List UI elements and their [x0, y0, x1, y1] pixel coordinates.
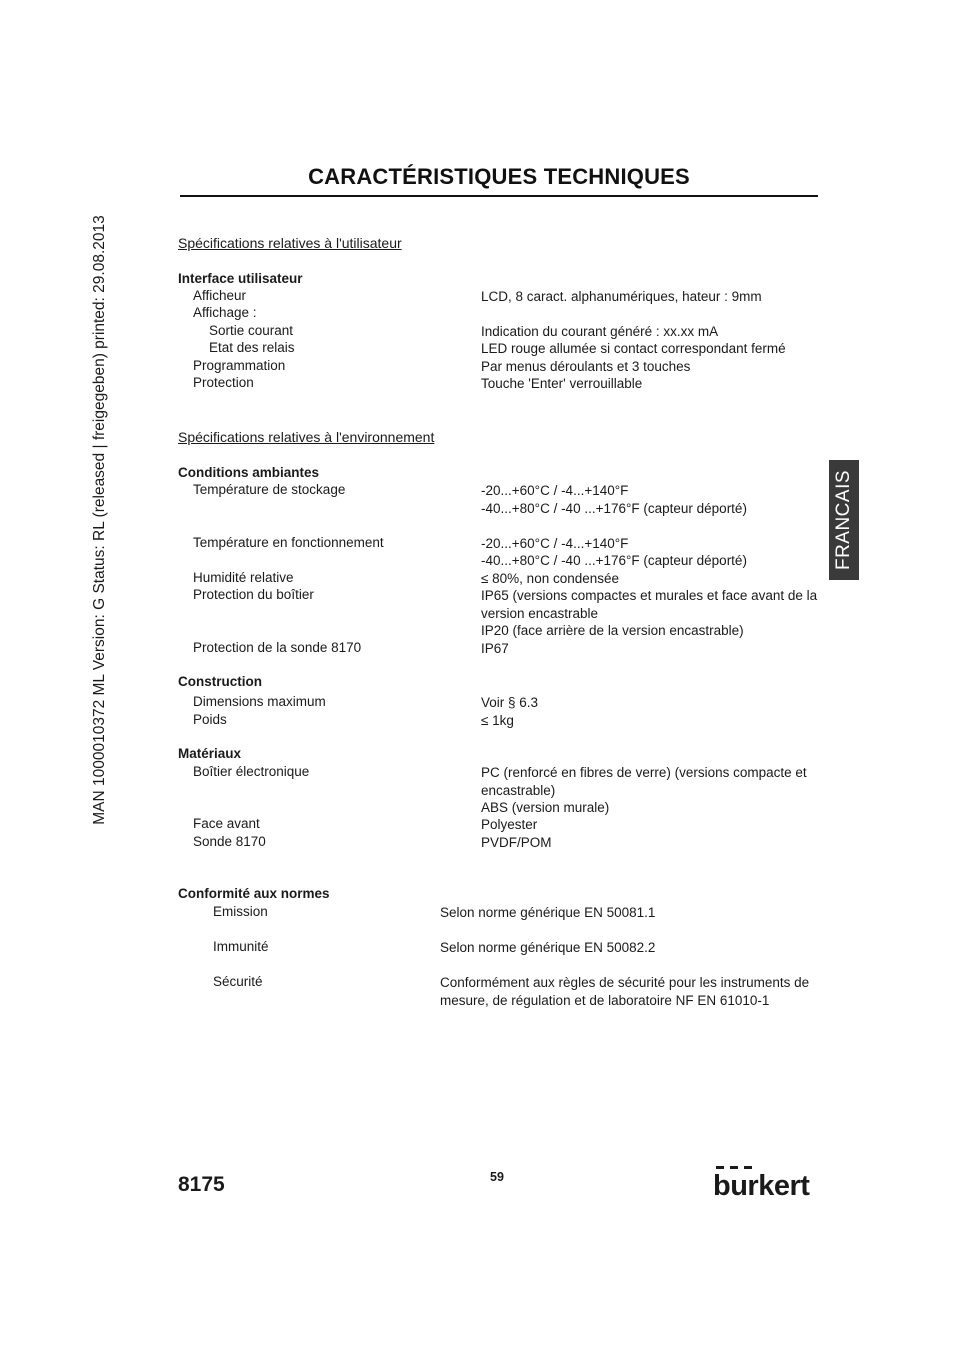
title-divider	[180, 195, 818, 197]
logo-dot-icon	[744, 1166, 752, 1169]
section-heading-user: Spécifications relatives à l'utilisateur	[178, 235, 402, 251]
spec-label-securite: Sécurité	[213, 974, 263, 989]
spec-label-relais: Etat des relais	[209, 340, 295, 355]
spec-label-emission: Emission	[213, 904, 268, 919]
spec-value-boitier-electronique-2: ABS (version murale)	[481, 800, 610, 815]
spec-label-fonctionnement: Température en fonctionnement	[193, 535, 384, 550]
spec-value-boitier-electronique-1: PC (renforcé en fibres de verre) (versions compacte et encastrable)	[481, 765, 807, 798]
logo-dot-icon	[716, 1166, 724, 1169]
language-tab	[829, 460, 859, 580]
spec-label-stockage: Température de stockage	[193, 482, 346, 497]
spec-value-programmation: Par menus déroulants et 3 touches	[481, 359, 691, 374]
spec-label-poids: Poids	[193, 712, 227, 727]
spec-label-protection-sonde: Protection de la sonde 8170	[193, 640, 362, 655]
spec-label-immunite: Immunité	[213, 939, 269, 954]
group-heading-materiaux: Matériaux	[178, 746, 242, 761]
spec-value-emission: Selon norme générique EN 50081.1	[440, 905, 656, 920]
spec-label-face-avant: Face avant	[193, 816, 260, 831]
spec-value-poids: ≤ 1kg	[481, 713, 514, 728]
spec-label-afficheur: Afficheur	[193, 288, 247, 303]
page-number: 59	[490, 1170, 504, 1184]
group-heading-interface: Interface utilisateur	[178, 271, 303, 286]
group-heading-construction: Construction	[178, 674, 262, 689]
burkert-logo	[713, 1166, 819, 1202]
spec-value-dimensions: Voir § 6.3	[481, 695, 539, 710]
spec-value-sonde: PVDF/POM	[481, 835, 552, 850]
section-heading-environment: Spécifications relatives à l'environnement	[178, 429, 435, 445]
spec-label-affichage: Affichage :	[193, 305, 257, 320]
spec-label-programmation: Programmation	[193, 358, 286, 373]
spec-value-relais: LED rouge allumée si contact correspondant fermé	[481, 341, 786, 356]
group-heading-normes: Conformité aux normes	[178, 886, 330, 901]
spec-value-stockage-2: -40...+80°C / -40 ...+176°F (capteur déporté)	[481, 501, 747, 516]
document-status-text: MAN 1000010372 ML Version: G Status: RL (released | freigegeben) printed: 29.08.2013	[91, 215, 108, 825]
spec-value-protection: Touche 'Enter' verrouillable	[481, 376, 643, 391]
spec-value-protection-boitier-1: IP65 (versions compactes et murales et face avant de la version encastrable	[481, 588, 818, 621]
spec-label-sortie: Sortie courant	[209, 323, 294, 338]
spec-value-humidite: ≤ 80%, non condensée	[481, 571, 620, 586]
logo-dot-icon	[730, 1166, 738, 1169]
page-title: CARACTÉRISTIQUES TECHNIQUES	[308, 164, 690, 189]
spec-label-boitier-electronique: Boîtier électronique	[193, 764, 310, 779]
spec-value-immunite: Selon norme générique EN 50082.2	[440, 940, 656, 955]
spec-label-sonde: Sonde 8170	[193, 834, 266, 849]
spec-value-fonctionnement-1: -20...+60°C / -4...+140°F	[481, 536, 629, 551]
spec-value-securite: Conformément aux règles de sécurité pour les instruments de mesure, de régulation et de laboratoire NF EN 61010-1	[440, 975, 810, 1008]
spec-label-humidite: Humidité relative	[193, 570, 294, 585]
spec-value-protection-boitier-2: IP20 (face arrière de la version encastrable)	[481, 623, 744, 638]
spec-value-sortie: Indication du courant généré : xx.xx mA	[481, 324, 719, 339]
spec-value-stockage-1: -20...+60°C / -4...+140°F	[481, 483, 629, 498]
spec-value-face-avant: Polyester	[481, 817, 538, 832]
model-number: 8175	[178, 1173, 225, 1196]
group-heading-conditions: Conditions ambiantes	[178, 465, 320, 480]
spec-label-dimensions: Dimensions maximum	[193, 694, 326, 709]
spec-value-afficheur: LCD, 8 caract. alphanumériques, hateur : 9mm	[481, 289, 762, 304]
spec-label-protection-boitier: Protection du boîtier	[193, 587, 314, 602]
spec-label-protection: Protection	[193, 375, 254, 390]
document-status-vertical	[88, 158, 112, 882]
language-tab-label: FRANCAIS	[833, 469, 854, 571]
spec-value-fonctionnement-2: -40...+80°C / -40 ...+176°F (capteur déporté)	[481, 553, 747, 568]
spec-value-protection-sonde: IP67	[481, 641, 509, 656]
brand-wordmark: burkert	[713, 1170, 810, 1202]
